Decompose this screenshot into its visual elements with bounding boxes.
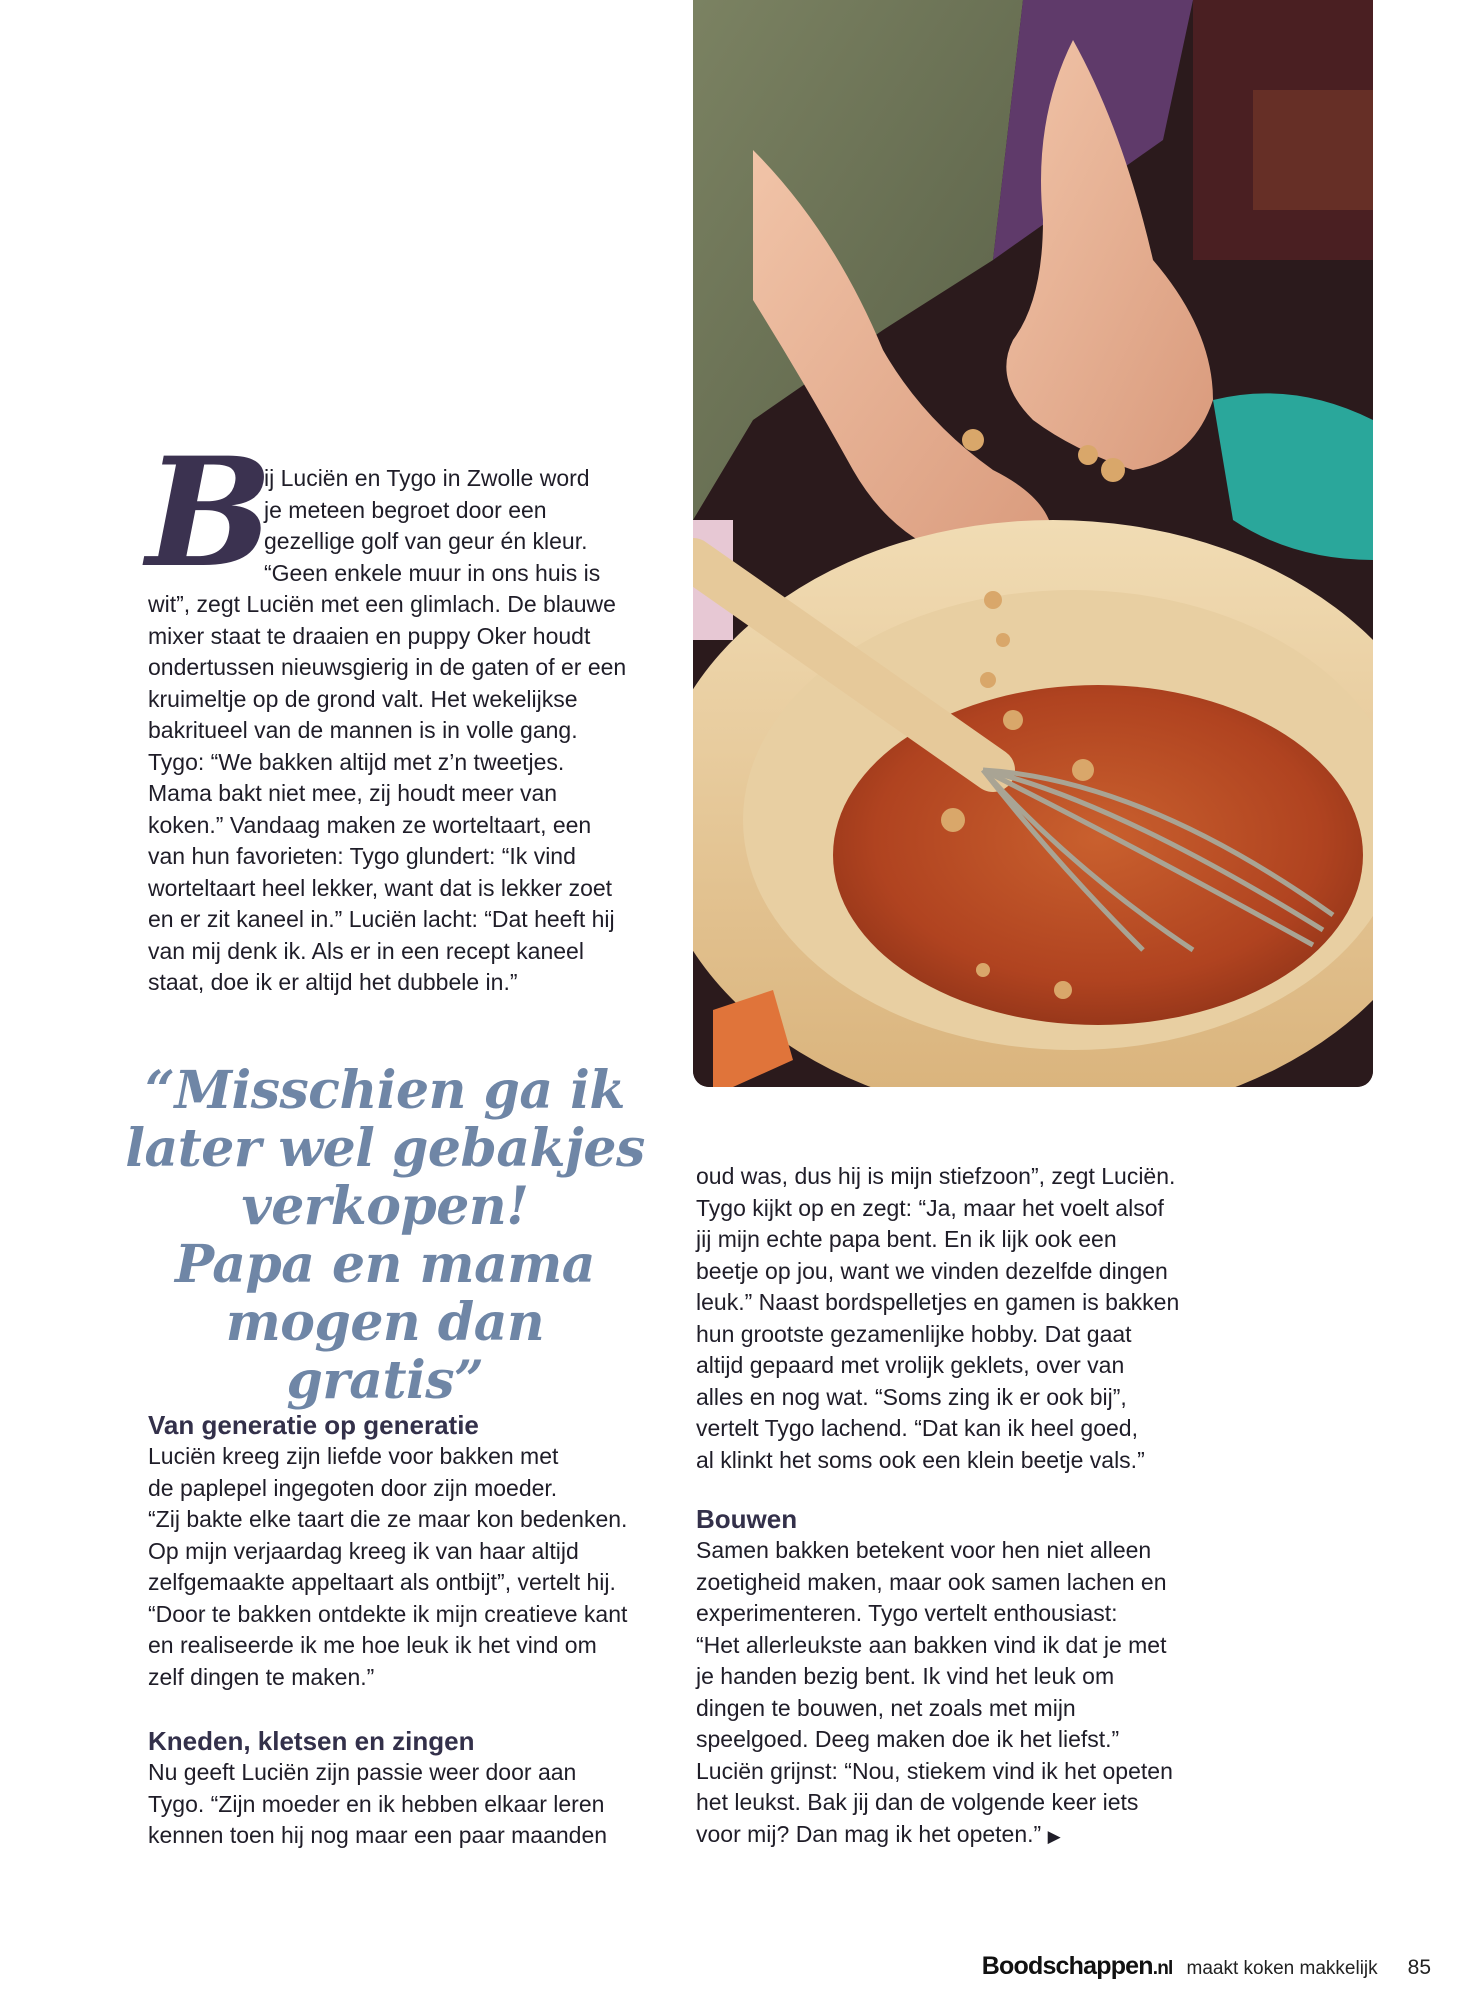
pull-quote: “Misschien ga ik later wel gebakjes verkopen! Papa en mama mogen dan gratis” bbox=[125, 1060, 645, 1411]
intro-column bbox=[146, 425, 668, 999]
page-footer bbox=[982, 1952, 1431, 1984]
brand-logo bbox=[982, 1952, 1173, 1981]
brand-suffix: .nl bbox=[1152, 1958, 1173, 1979]
section-body-text: Samen bakken betekent voor hen niet alleen zoetigheid maken, maar ook samen lachen en experimenteren. Tygo vertelt enthousiast: “Het allerleukste aan bakken vind ik dat je met je handen bezig bent. Ik vind het leuk om dingen te bouwen, net zoals met mijn speelgoed. Deeg maken doe ik het liefst.” Luciën grijnst: “Nou, stiekem vind ik het opeten het leukst. Bak jij dan de volgende keer iets voor mij? Dan mag ik het opeten.” bbox=[696, 1537, 1173, 1847]
baking-photo bbox=[693, 0, 1373, 1087]
section-body bbox=[696, 1535, 1216, 1852]
section-van-generatie bbox=[148, 1410, 678, 1693]
brand-tagline: maakt koken makkelijk bbox=[1186, 1958, 1378, 1979]
intro-body: wit”, zegt Luciën met een glimlach. De blauwe mixer staat te draaien en puppy Oker houdt ondertussen nieuwsgierig in de gaten of er een kruimeltje op de grond valt. Het wekelijkse bakritueel van de mannen is in volle gang. Tygo: “We bakken altijd met z’n tweetjes. Mama bakt niet mee, zij houdt meer van koken.” Vandaag maken ze worteltaart, een van hun favorieten: Tygo glundert: “Ik vind worteltaart heel lekker, want dat is lekker zoet en er zit kaneel in.” Luciën lacht: “Dat heeft hij van mij denk ik. Als er in een recept kaneel staat, doe ik er altijd het dubbele in.” bbox=[148, 591, 627, 995]
section-heading: Van generatie op generatie bbox=[148, 1410, 479, 1440]
baking-photo-illustration bbox=[693, 0, 1373, 1087]
page-number: 85 bbox=[1407, 1956, 1431, 1979]
section-heading: Kneden, kletsen en zingen bbox=[148, 1726, 475, 1756]
section-body: Nu geeft Luciën zijn passie weer door aan Tygo. “Zijn moeder en ik hebben elkaar leren kennen toen hij nog maar een paar maanden bbox=[148, 1759, 608, 1848]
end-marker-icon: ▶ bbox=[1047, 1826, 1061, 1846]
brand-name: Boodschappen bbox=[981, 1952, 1153, 1980]
section-body: Luciën kreeg zijn liefde voor bakken met de paplepel ingegoten door zijn moeder. “Zij bakte elke taart die ze maar kon bedenken. Op mijn verjaardag kreeg ik van haar altijd zelfgemaakte appeltaart als ontbijt”, vertelt hij. “Door te bakken ontdekte ik mijn creatieve kant en realiseerde ik me hoe leuk ik het vind om zelf dingen te maken.” bbox=[148, 1443, 628, 1690]
section-heading: Bouwen bbox=[696, 1504, 798, 1534]
section-body: oud was, dus hij is mijn stiefzoon”, zegt Luciën. Tygo kijkt op en zegt: “Ja, maar het voelt alsof jij mijn echte papa bent. En ik lijk ook een beetje op jou, want we vinden dezelfde dingen leuk.” Naast bordspelletjes en gamen is bakken hun grootste gezamenlijke hobby. Dat gaat altijd gepaard met vrolijk geklets, over van alles en nog wat. “Soms zing ik er ook bij”, vertelt Tygo lachend. “Dat kan ik heel goed, al klinkt het soms ook een klein beetje vals.” bbox=[696, 1163, 1180, 1473]
intro-lead: ij Luciën en Tygo in Zwolle word je meteen begroet door een gezellige golf van geur én kleur. “Geen enkele muur in ons huis is bbox=[264, 465, 601, 586]
right-column-text bbox=[696, 1161, 1216, 1476]
section-bouwen bbox=[696, 1504, 1216, 1852]
drop-cap: B bbox=[146, 425, 273, 601]
section-kneden bbox=[148, 1726, 678, 1852]
